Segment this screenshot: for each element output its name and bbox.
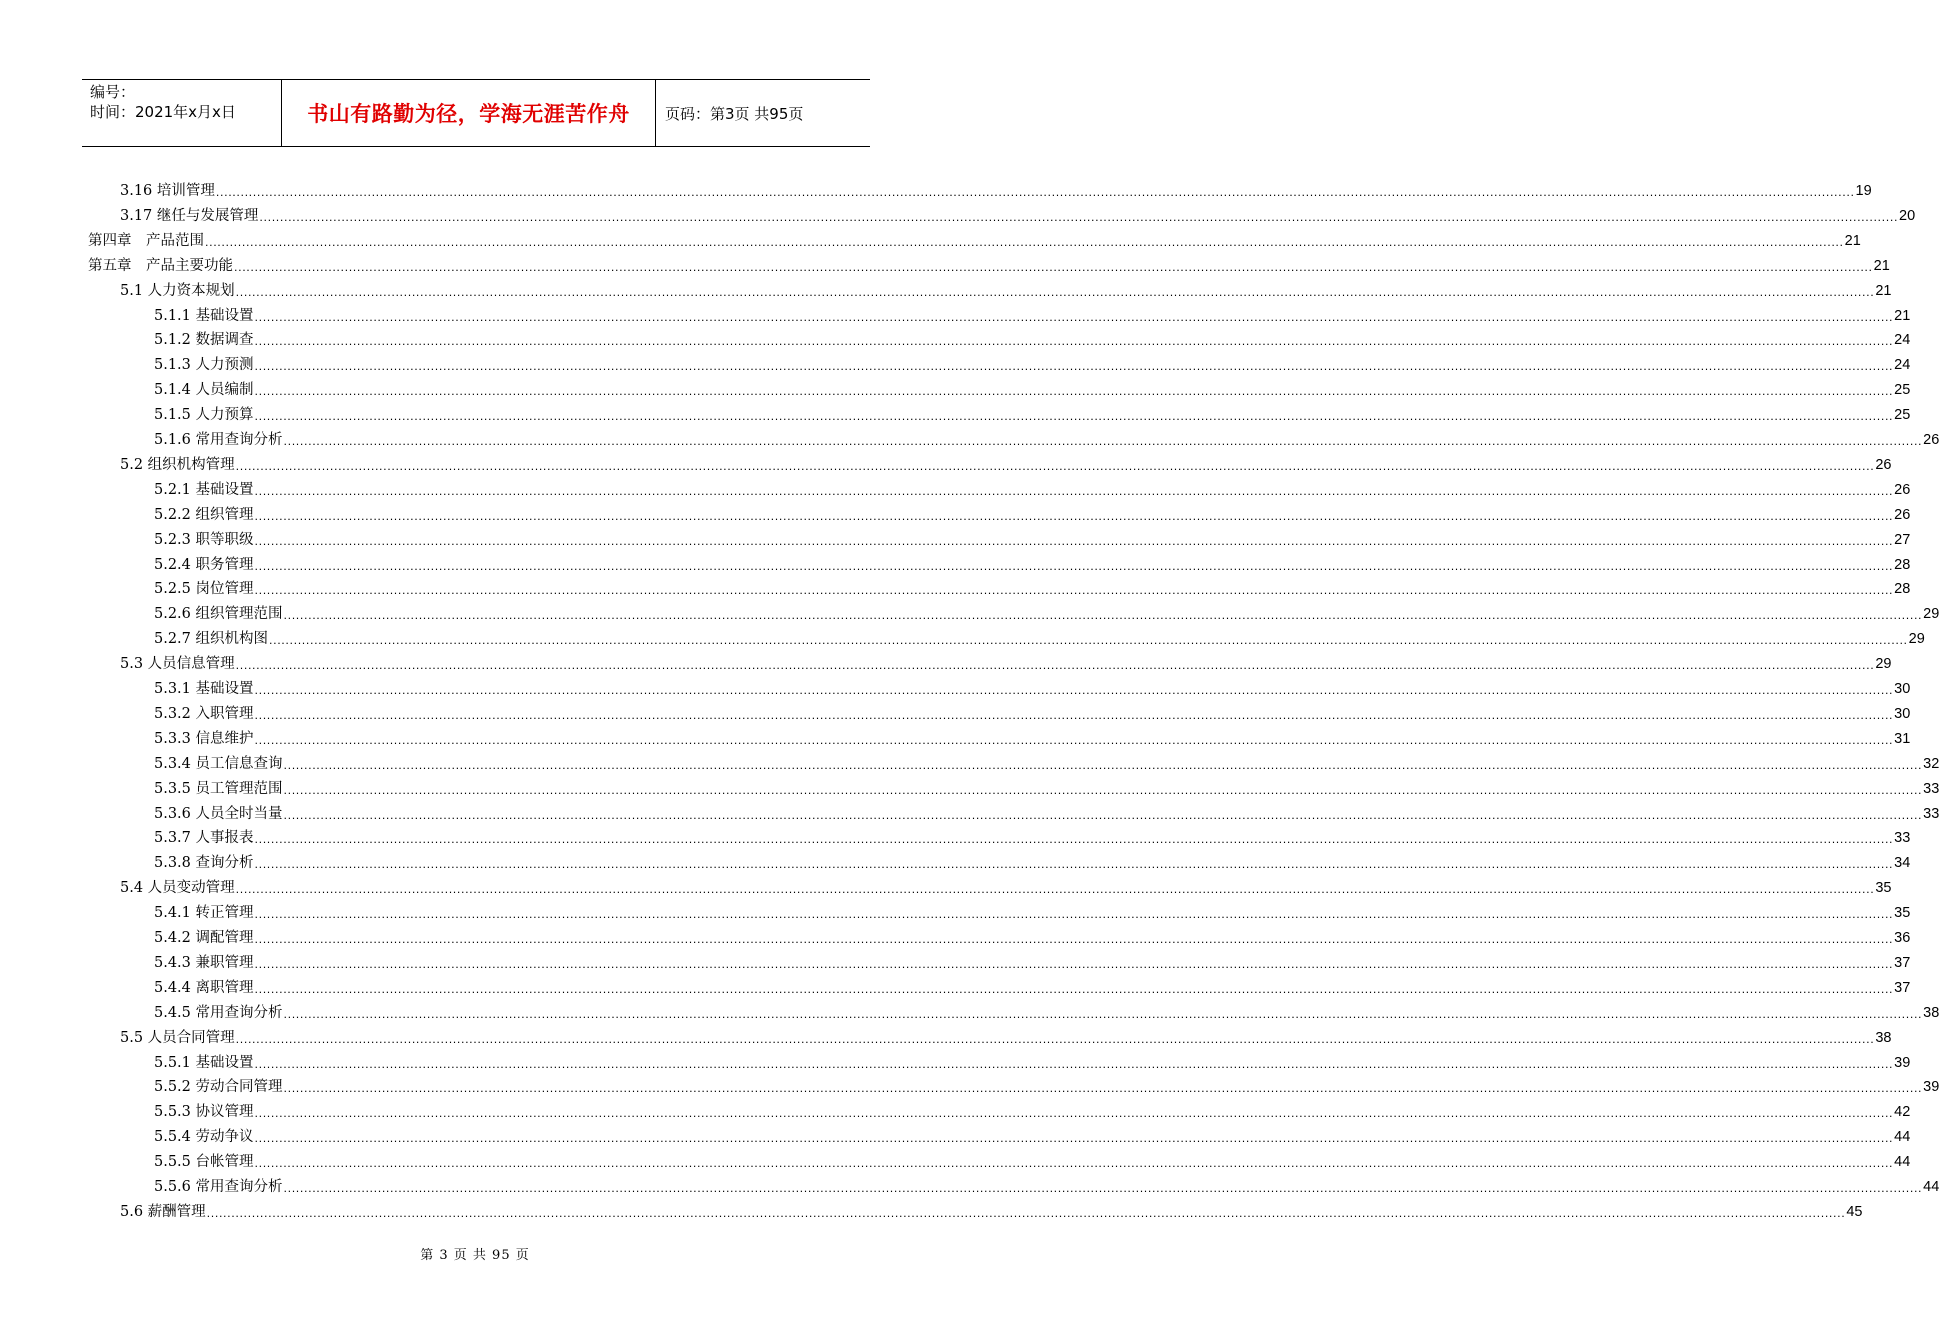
toc-dot-leader: ................................................................................................................................................................................................................................................................................................................................................................................................................: [254, 484, 1894, 498]
toc-entry[interactable]: [154, 475, 1911, 500]
toc-entry-label: 5.3.5 员工管理范围: [154, 780, 283, 797]
toc-entry-page: 26: [1894, 481, 1911, 498]
toc-entry[interactable]: [154, 998, 1939, 1023]
toc-entry-page: 24: [1894, 357, 1911, 374]
toc-dot-leader: ................................................................................................................................................................................................................................................................................................................................................................................................................: [235, 659, 1875, 673]
toc-entry-label: 5.5.5 台帐管理: [154, 1154, 254, 1171]
toc-entry[interactable]: [154, 375, 1911, 400]
toc-entry[interactable]: [154, 799, 1939, 824]
toc-entry-label: 5.4.4 离职管理: [154, 979, 254, 996]
toc-dot-leader: ................................................................................................................................................................................................................................................................................................................................................................................................................: [234, 260, 1873, 274]
toc-entry[interactable]: [154, 923, 1911, 948]
toc-entry[interactable]: [120, 1023, 1892, 1048]
toc-entry[interactable]: [154, 774, 1939, 799]
toc-entry-page: 26: [1875, 456, 1892, 473]
toc-entry-label: 5.4 人员变动管理: [120, 880, 235, 897]
toc-dot-leader: ................................................................................................................................................................................................................................................................................................................................................................................................................: [254, 385, 1894, 399]
toc-entry[interactable]: [154, 525, 1911, 550]
toc-entry[interactable]: [154, 749, 1939, 774]
toc-entry-label: 5.3.8 查询分析: [154, 855, 254, 872]
toc-dot-leader: ................................................................................................................................................................................................................................................................................................................................................................................................................: [215, 186, 1855, 199]
toc-entry-label: 5.2.3 职等职级: [154, 531, 254, 548]
toc-entry-page: 25: [1894, 382, 1911, 399]
toc-dot-leader: ................................................................................................................................................................................................................................................................................................................................................................................................................: [254, 733, 1894, 747]
toc-dot-leader: ................................................................................................................................................................................................................................................................................................................................................................................................................: [254, 310, 1894, 324]
toc-dot-leader: ................................................................................................................................................................................................................................................................................................................................................................................................................: [254, 559, 1894, 573]
toc-entry[interactable]: [154, 848, 1911, 873]
toc-entry-page: 24: [1894, 332, 1911, 349]
toc-entry[interactable]: [120, 873, 1892, 898]
toc-entry-label: 5.1.2 数据调查: [154, 332, 254, 349]
toc-entry-label: 5.3.2 入职管理: [154, 705, 254, 722]
toc-entry[interactable]: [120, 276, 1892, 301]
toc-entry[interactable]: [154, 599, 1939, 624]
toc-entry-label: 5.3 人员信息管理: [120, 656, 235, 673]
toc-dot-leader: ................................................................................................................................................................................................................................................................................................................................................................................................................: [254, 708, 1894, 722]
toc-entry-label: 5.3.1 基础设置: [154, 681, 254, 697]
toc-entry-page: 39: [1923, 1079, 1939, 1096]
toc-entry-page: 33: [1923, 805, 1939, 822]
header-motto: 书山有路勤为径，学海无涯苦作舟: [307, 102, 630, 126]
toc-dot-leader: ................................................................................................................................................................................................................................................................................................................................................................................................................: [254, 1157, 1894, 1171]
header-page-info: 页码：第3页 共95页: [665, 104, 804, 123]
toc-entry[interactable]: [88, 226, 1861, 251]
toc-entry-page: 25: [1894, 407, 1911, 424]
document-time-label: 时间：2021年x月x日: [90, 103, 236, 121]
toc-entry-page: 39: [1894, 1054, 1911, 1071]
toc-entry-page: 31: [1894, 730, 1911, 747]
toc-entry-page: 29: [1908, 631, 1925, 648]
toc-entry-page: 34: [1894, 855, 1911, 872]
toc-dot-leader: ................................................................................................................................................................................................................................................................................................................................................................................................................: [254, 410, 1894, 424]
toc-entry-page: 28: [1894, 556, 1911, 573]
toc-entry-label: 5.2.5 岗位管理: [154, 581, 254, 598]
toc-dot-leader: ................................................................................................................................................................................................................................................................................................................................................................................................................: [205, 235, 1844, 249]
toc-entry[interactable]: [154, 624, 1925, 649]
toc-dot-leader: ................................................................................................................................................................................................................................................................................................................................................................................................................: [254, 584, 1894, 598]
toc-entry-label: 5.3.4 员工信息查询: [154, 755, 283, 772]
toc-entry-label: 5.4.3 兼职管理: [154, 954, 254, 971]
toc-entry-label: 5.2.7 组织机构图: [154, 631, 269, 648]
toc-entry[interactable]: [154, 500, 1911, 525]
toc-entry-page: 33: [1923, 780, 1939, 797]
toc-entry-label: 5.1.5 人力预算: [154, 407, 254, 424]
toc-entry-page: 45: [1846, 1203, 1863, 1220]
toc-entry[interactable]: [154, 350, 1911, 375]
toc-entry-page: 35: [1894, 905, 1911, 922]
toc-dot-leader: ................................................................................................................................................................................................................................................................................................................................................................................................................: [254, 1132, 1894, 1146]
toc-entry-page: 33: [1894, 830, 1911, 847]
toc-entry-label: 5.1.4 人员编制: [154, 382, 254, 399]
toc-entry-page: 29: [1875, 656, 1892, 673]
toc-entry-page: 27: [1894, 531, 1911, 548]
toc-dot-leader: ................................................................................................................................................................................................................................................................................................................................................................................................................: [254, 1107, 1894, 1121]
toc-entry[interactable]: [154, 1048, 1911, 1073]
toc-entry-label: 5.5.3 协议管理: [154, 1104, 254, 1121]
toc-entry[interactable]: [120, 450, 1892, 475]
toc-dot-leader: ................................................................................................................................................................................................................................................................................................................................................................................................................: [283, 609, 1923, 623]
toc-dot-leader: ................................................................................................................................................................................................................................................................................................................................................................................................................: [235, 1032, 1875, 1046]
toc-entry-page: 42: [1894, 1104, 1911, 1121]
toc-entry-label: 5.5 人员合同管理: [120, 1029, 235, 1046]
header-divider: [655, 80, 656, 146]
toc-entry[interactable]: [154, 823, 1911, 848]
toc-entry-label: 5.3.6 人员全时当量: [154, 805, 283, 822]
toc-entry[interactable]: [154, 1122, 1911, 1147]
toc-entry-page: 26: [1894, 506, 1911, 523]
toc-dot-leader: ................................................................................................................................................................................................................................................................................................................................................................................................................: [254, 509, 1894, 523]
toc-entry-page: 29: [1923, 606, 1939, 623]
toc-entry[interactable]: [120, 649, 1892, 674]
toc-entry[interactable]: [154, 948, 1911, 973]
toc-entry-label: 5.5.1 基础设置: [154, 1054, 254, 1071]
toc-dot-leader: ................................................................................................................................................................................................................................................................................................................................................................................................................: [283, 783, 1923, 797]
toc-entry[interactable]: [120, 201, 1916, 226]
toc-entry-page: 30: [1894, 681, 1911, 697]
toc-entry-page: 30: [1894, 705, 1911, 722]
toc-entry-label: 5.2.1 基础设置: [154, 481, 254, 498]
toc-entry-label: 5.3.3 信息维护: [154, 730, 254, 747]
toc-entry-label: 5.1.1 基础设置: [154, 307, 254, 324]
toc-entry[interactable]: [154, 301, 1911, 326]
toc-entry-page: 38: [1875, 1029, 1892, 1046]
toc-dot-leader: ................................................................................................................................................................................................................................................................................................................................................................................................................: [206, 1206, 1846, 1220]
toc-dot-leader: ................................................................................................................................................................................................................................................................................................................................................................................................................: [259, 210, 1899, 224]
toc-dot-leader: ................................................................................................................................................................................................................................................................................................................................................................................................................: [235, 459, 1875, 473]
toc-dot-leader: ................................................................................................................................................................................................................................................................................................................................................................................................................: [283, 808, 1923, 822]
toc-entry[interactable]: [120, 1197, 1863, 1222]
toc-entry-page: 28: [1894, 581, 1911, 598]
toc-entry[interactable]: [154, 898, 1911, 923]
toc-entry-label: 5.2 组织机构管理: [120, 456, 235, 473]
toc-entry-page: 21: [1894, 307, 1911, 324]
toc-entry-page: 21: [1875, 282, 1892, 299]
toc-entry-label: 5.1 人力资本规划: [120, 282, 235, 299]
toc-dot-leader: ................................................................................................................................................................................................................................................................................................................................................................................................................: [269, 634, 1908, 648]
toc-dot-leader: ................................................................................................................................................................................................................................................................................................................................................................................................................: [283, 758, 1923, 772]
toc-entry[interactable]: [154, 325, 1911, 350]
header-meta: [90, 82, 280, 122]
toc-dot-leader: ................................................................................................................................................................................................................................................................................................................................................................................................................: [283, 1082, 1923, 1096]
toc-entry-label: 5.5.6 常用查询分析: [154, 1179, 283, 1195]
toc-dot-leader: ................................................................................................................................................................................................................................................................................................................................................................................................................: [283, 1007, 1923, 1021]
toc-entry-page: 35: [1875, 880, 1892, 897]
toc-entry-label: 5.2.6 组织管理范围: [154, 606, 283, 623]
toc-entry-page: 21: [1873, 257, 1890, 274]
toc-entry-label: 3.16 培训管理: [120, 183, 215, 199]
toc-dot-leader: ................................................................................................................................................................................................................................................................................................................................................................................................................: [235, 285, 1875, 299]
toc-entry[interactable]: [154, 699, 1911, 724]
toc-entry[interactable]: [154, 973, 1911, 998]
toc-dot-leader: ................................................................................................................................................................................................................................................................................................................................................................................................................: [254, 908, 1894, 922]
toc-entry-label: 5.4.5 常用查询分析: [154, 1004, 283, 1021]
toc-dot-leader: ................................................................................................................................................................................................................................................................................................................................................................................................................: [254, 982, 1894, 996]
toc-entry-page: 37: [1894, 954, 1911, 971]
toc-dot-leader: ................................................................................................................................................................................................................................................................................................................................................................................................................: [283, 1182, 1923, 1195]
toc-entry-label: 3.17 继任与发展管理: [120, 207, 259, 224]
toc-entry[interactable]: [154, 1147, 1911, 1172]
toc-entry-label: 5.1.6 常用查询分析: [154, 432, 283, 448]
page-header: [82, 79, 870, 147]
toc-entry-page: 44: [1894, 1129, 1911, 1146]
toc-entry-label: 5.5.2 劳动合同管理: [154, 1079, 283, 1096]
toc-entry-page: 38: [1923, 1004, 1939, 1021]
toc-entry-label: 5.1.3 人力预测: [154, 357, 254, 374]
toc-dot-leader: ................................................................................................................................................................................................................................................................................................................................................................................................................: [254, 534, 1894, 548]
toc-entry-page: 44: [1923, 1179, 1939, 1195]
toc-entry[interactable]: [154, 674, 1911, 699]
toc-entry-page: 44: [1894, 1154, 1911, 1171]
toc-dot-leader: ................................................................................................................................................................................................................................................................................................................................................................................................................: [235, 883, 1875, 897]
toc-dot-leader: ................................................................................................................................................................................................................................................................................................................................................................................................................: [254, 1057, 1894, 1071]
toc-entry-page: 19: [1855, 183, 1872, 199]
toc-dot-leader: ................................................................................................................................................................................................................................................................................................................................................................................................................: [254, 957, 1894, 971]
toc-entry-label: 5.5.4 劳动争议: [154, 1129, 254, 1146]
toc-entry-label: 5.2.2 组织管理: [154, 506, 254, 523]
toc-dot-leader: ................................................................................................................................................................................................................................................................................................................................................................................................................: [254, 684, 1894, 697]
toc-entry[interactable]: [154, 400, 1911, 425]
toc-entry-label: 5.4.2 调配管理: [154, 930, 254, 946]
toc-entry[interactable]: [88, 251, 1890, 276]
toc-entry[interactable]: [154, 574, 1911, 599]
document-number-label: 编号：: [90, 83, 136, 101]
page-footer: 第 3 页 共 95 页: [420, 1248, 530, 1263]
toc-entry[interactable]: [154, 1172, 1939, 1197]
toc-entry-page: 36: [1894, 930, 1911, 946]
toc-dot-leader: ................................................................................................................................................................................................................................................................................................................................................................................................................: [254, 833, 1894, 847]
toc-entry-page: 21: [1844, 232, 1861, 249]
toc-entry-label: 5.2.4 职务管理: [154, 556, 254, 573]
toc-entry[interactable]: [154, 550, 1911, 575]
toc-entry-page: 26: [1923, 432, 1939, 448]
toc-dot-leader: ................................................................................................................................................................................................................................................................................................................................................................................................................: [283, 435, 1923, 448]
toc-dot-leader: ................................................................................................................................................................................................................................................................................................................................................................................................................: [254, 933, 1894, 946]
toc-entry-label: 5.6 薪酬管理: [120, 1203, 206, 1220]
toc-entry[interactable]: [120, 176, 1872, 201]
toc-entry-label: 5.3.7 人事报表: [154, 830, 254, 847]
toc-dot-leader: ................................................................................................................................................................................................................................................................................................................................................................................................................: [254, 360, 1894, 374]
toc-entry-page: 37: [1894, 979, 1911, 996]
toc-entry-page: 32: [1923, 755, 1939, 772]
toc-entry-label: 5.4.1 转正管理: [154, 905, 254, 922]
toc-entry[interactable]: [154, 425, 1939, 450]
toc-dot-leader: ................................................................................................................................................................................................................................................................................................................................................................................................................: [254, 335, 1894, 349]
toc-entry[interactable]: [154, 724, 1911, 749]
toc-entry-label: 第五章 产品主要功能: [88, 257, 233, 274]
toc-dot-leader: ................................................................................................................................................................................................................................................................................................................................................................................................................: [254, 858, 1894, 872]
toc-entry[interactable]: [154, 1097, 1911, 1122]
toc-entry-label: 第四章 产品范围: [88, 232, 204, 249]
toc-entry-page: 20: [1899, 207, 1916, 224]
toc-entry[interactable]: [154, 1072, 1939, 1097]
